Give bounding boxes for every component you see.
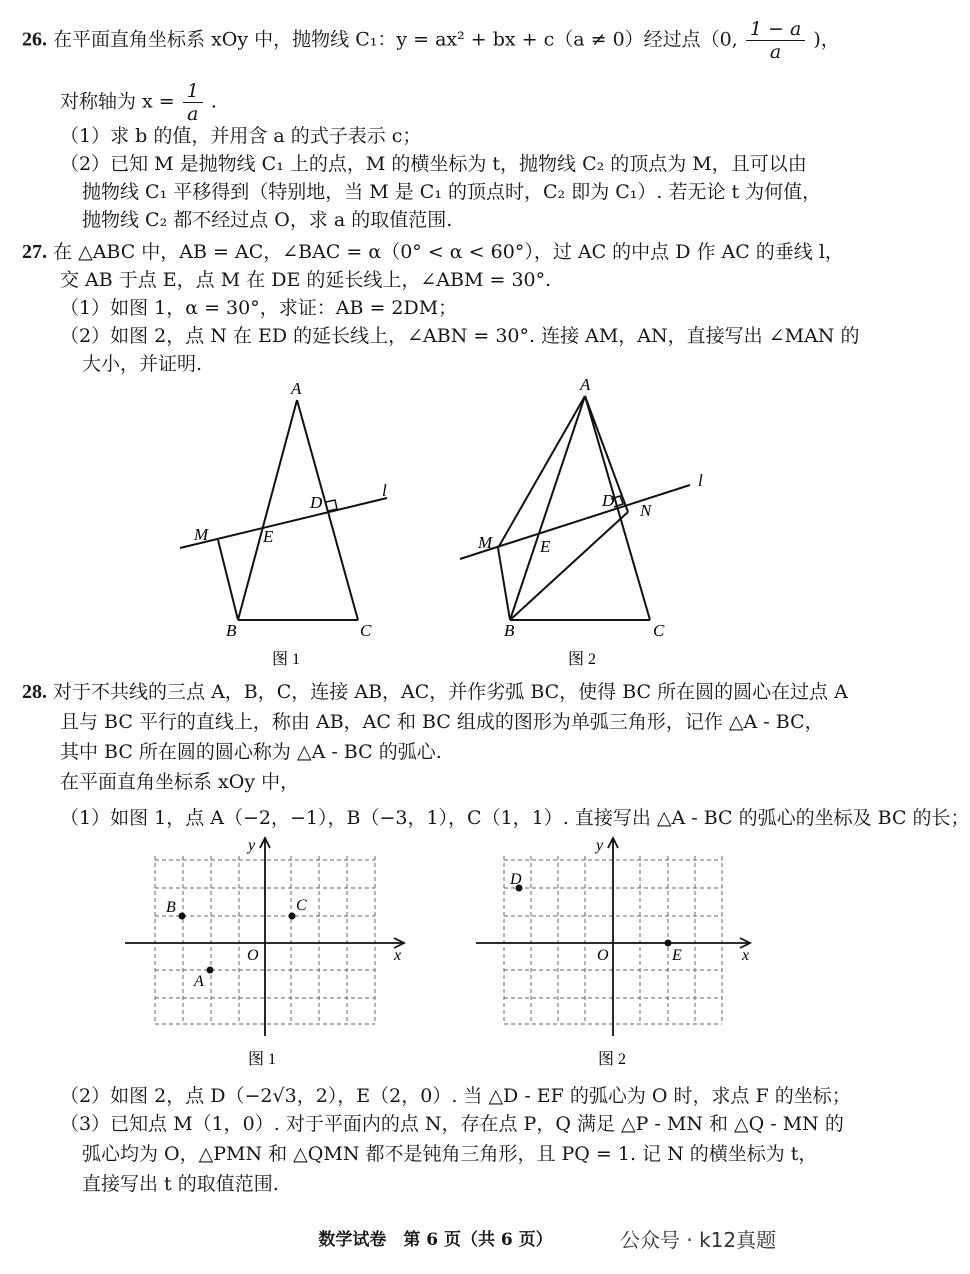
q26-stem-part1: 在平面直角坐标系 xOy 中，抛物线 C₁：y = ax² + bx + c（a ≠ 0）经过点（0, xyxy=(53,28,738,51)
q28-part3-line2: 弧心均为 O，△PMN 和 △QMN 都不是钝角三角形，且 PQ = 1. 记 N 的横坐标为 t， xyxy=(82,1143,818,1165)
fig1-label-B: B xyxy=(166,899,176,916)
fig2-label-E: E xyxy=(540,537,551,556)
fig2-label-E: E xyxy=(672,947,682,964)
fig1-axis-x: x xyxy=(394,947,402,964)
q27-stem-line2: 交 AB 于点 E，点 M 在 DE 的延长线上，∠ABM = 30°. xyxy=(60,269,552,291)
fig1-point-A xyxy=(207,967,214,974)
q26-stem-part2: )， xyxy=(813,28,840,51)
fig1-label-l: l xyxy=(382,481,387,500)
q27-figure2 xyxy=(450,372,720,672)
fig1-label-C: C xyxy=(296,897,307,914)
q28-number: 28. xyxy=(22,681,47,703)
q26-line2 xyxy=(60,80,217,125)
fig2-axis-y: y xyxy=(596,837,604,854)
q26-number: 26. xyxy=(22,28,47,51)
fig1-axis-y: y xyxy=(248,837,256,854)
q28-part3-line3: 直接写出 t 的取值范围. xyxy=(82,1173,279,1195)
fig2-point-E xyxy=(665,940,672,947)
fig1-point-C xyxy=(289,913,296,920)
q28-part3-line1: （3）已知点 M（1，0）. 对于平面内的点 N，存在点 P，Q 满足 △P - MN 和 △Q - MN 的 xyxy=(60,1113,844,1135)
fig2-origin: O xyxy=(597,947,609,964)
q27-figure1 xyxy=(170,372,400,672)
fig2-label-M: M xyxy=(478,533,493,552)
page-footer: 数学试卷 第 6 页（共 6 页） xyxy=(318,1230,553,1250)
q28-fig1-caption: 图 1 xyxy=(248,1051,277,1068)
q26-part2-line1: （2）已知 M 是抛物线 C₁ 上的点，M 的横坐标为 t，抛物线 C₂ 的顶点为 M，且可以由 xyxy=(60,153,807,175)
q26-fraction-numerator: 1 − a xyxy=(746,18,805,41)
fig1-label-B: B xyxy=(226,621,237,640)
fig1-label-M: M xyxy=(194,525,209,544)
fig1-point-B xyxy=(179,913,186,920)
q28-figure2-grid xyxy=(472,836,772,1076)
q28-stem-line2: 且与 BC 平行的直线上，称由 AB，AC 和 BC 组成的图形为单弧三角形，记作 △A - BC， xyxy=(60,711,824,733)
fig2-label-l: l xyxy=(698,471,703,490)
q28-stem-line1: 对于不共线的三点 A，B，C，连接 AB，AC，并作劣弧 BC，使得 BC 所在圆的圆心在过点 A xyxy=(53,681,848,703)
fig1-label-A: A xyxy=(291,379,302,398)
q27-line1 xyxy=(22,240,844,264)
q27-part2-line2: 大小，并证明. xyxy=(82,353,203,375)
fig1-caption: 图 1 xyxy=(272,651,301,668)
q26-axis-period: . xyxy=(210,90,217,113)
fig2-caption: 图 2 xyxy=(568,651,597,668)
q28-part1: （1）如图 1，点 A（−2，−1），B（−3，1），C（1，1）. 直接写出 △A - BC 的弧心的坐标及 BC 的长； xyxy=(60,807,970,829)
fig1-label-D: D xyxy=(310,493,323,512)
q28-figure1-grid xyxy=(120,836,420,1076)
fig2-label-N: N xyxy=(640,501,652,520)
fig2-label-A: A xyxy=(580,375,591,394)
q26-point-fraction xyxy=(746,18,805,63)
q27-part1: （1）如图 1，α = 30°，求证：AB = 2DM； xyxy=(60,297,458,319)
q27-number: 27. xyxy=(22,241,47,263)
fig2-axis-x: x xyxy=(742,947,750,964)
q26-axis-denominator: a xyxy=(187,103,199,125)
fig2-label-D: D xyxy=(602,491,615,510)
fig1-label-E: E xyxy=(263,527,274,546)
watermark: 公众号 · k12真题 xyxy=(620,1228,777,1252)
q27-part2-line1: （2）如图 2，点 N 在 ED 的延长线上，∠ABN = 30°. 连接 AM，AN，直接写出 ∠MAN 的 xyxy=(60,325,860,347)
q26-line1 xyxy=(22,18,840,63)
fig2-label-D: D xyxy=(510,871,522,888)
q28-fig2-caption: 图 2 xyxy=(598,1051,627,1068)
q26-axis-numerator: 1 xyxy=(183,80,203,103)
q28-stem-line3: 其中 BC 所在圆的圆心称为 △A - BC 的弧心. xyxy=(60,741,442,763)
q26-part2-line2: 抛物线 C₁ 平移得到（特别地，当 M 是 C₁ 的顶点时，C₂ 即为 C₁）. 若无论 t 为何值， xyxy=(82,181,822,203)
q26-fraction-denominator: a xyxy=(769,41,782,63)
fig2-label-C: C xyxy=(653,621,665,640)
fig2-label-B: B xyxy=(504,621,515,640)
q28-stem-line4: 在平面直角坐标系 xOy 中， xyxy=(60,771,300,793)
q27-stem-line1: 在 △ABC 中，AB = AC，∠BAC = α（0° < α < 60°），过 AC 的中点 D 作 AC 的垂线 l， xyxy=(53,241,844,263)
q26-axis-fraction xyxy=(183,80,203,125)
q26-axis-text: 对称轴为 x = xyxy=(60,90,175,113)
q26-part2-line3: 抛物线 C₂ 都不经过点 O，求 a 的取值范围. xyxy=(82,209,453,231)
q28-line1 xyxy=(22,680,848,704)
q26-part1: （1）求 b 的值，并用含 a 的式子表示 c； xyxy=(60,125,422,147)
fig1-label-C: C xyxy=(360,621,372,640)
fig1-origin: O xyxy=(247,947,259,964)
fig1-label-A: A xyxy=(194,973,204,990)
q28-part2: （2）如图 2，点 D（−2√3，2），E（2，0）. 当 △D - EF 的弧心为 O 时，求点 F 的坐标； xyxy=(60,1085,851,1107)
